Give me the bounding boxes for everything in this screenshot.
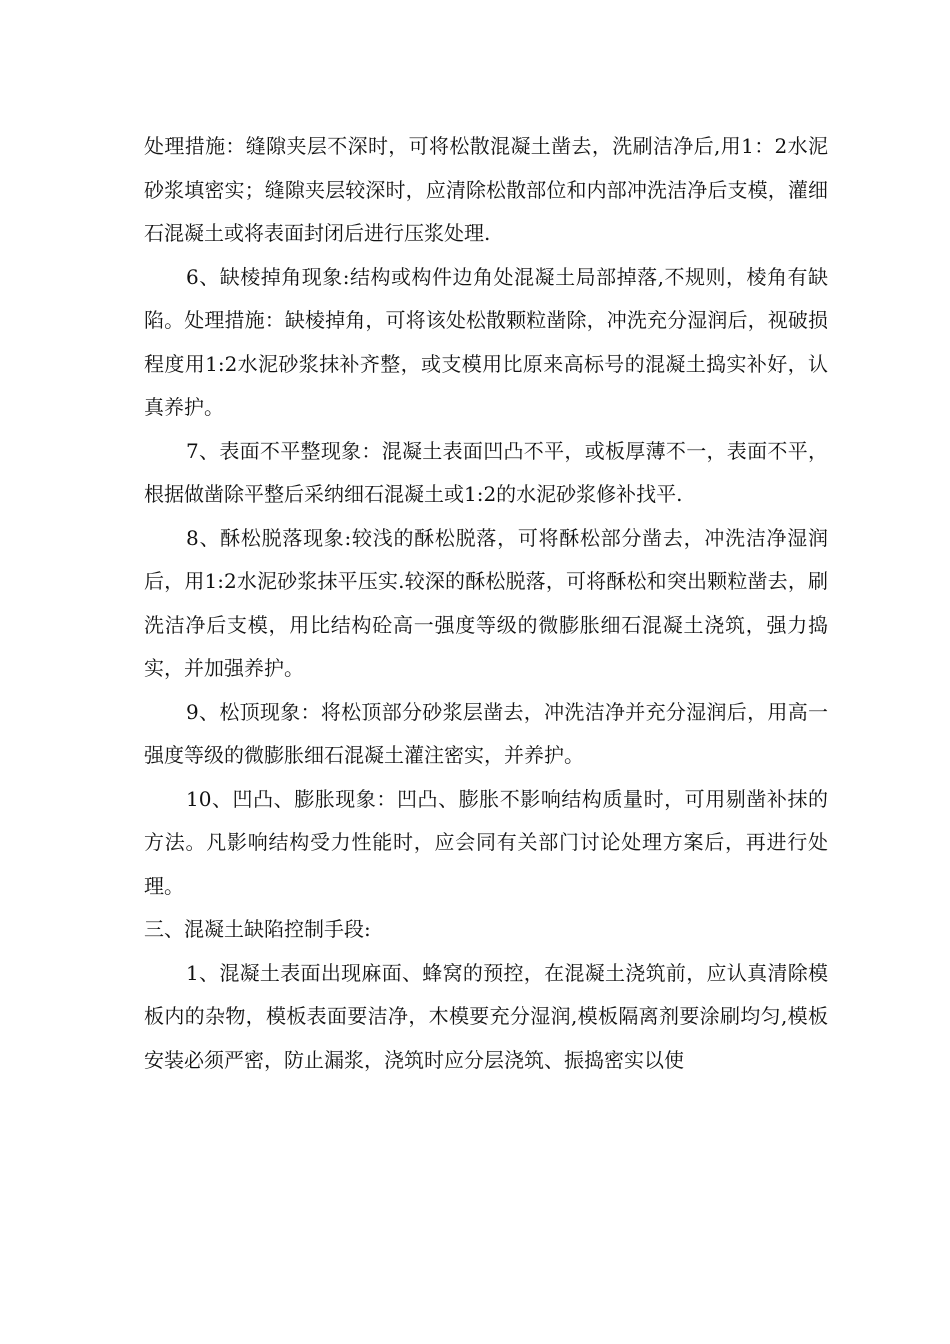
document-body [144, 125, 828, 1082]
paragraph-item-6-missing-edges: 6、缺棱掉角现象:结构或构件边角处混凝土局部掉落,不规则，棱角有缺陷。处理措施：缺棱掉角，可将该处松散颗粒凿除，冲洗充分湿润后，视破损程度用1:2水泥砂浆抹补齐整，或支模用比原来高标号的混凝土捣实补好，认真养护。 [144, 264, 828, 419]
paragraph-treatment-measures: 处理措施：缝隙夹层不深时，可将松散混凝土凿去，洗刷洁净后,用1：2水泥砂浆填密实；缝隙夹层较深时，应清除松散部位和内部冲洗洁净后支模，灌细石混凝土或将表面封闭后进行压浆处理. [144, 134, 828, 245]
paragraph-control-item-1: 1、混凝土表面出现麻面、蜂窝的预控，在混凝土浇筑前，应认真清除模板内的杂物，模板表面要洁净，木模要充分湿润,模板隔离剂要涂刷均匀,模板安装必须严密，防止漏浆，浇筑时应分层浇筑、振捣密实以使 [144, 960, 828, 1072]
paragraph-item-10-bulging: 10、凹凸、膨胀现象：凹凸、膨胀不影响结构质量时，可用剔凿补抹的方法。凡影响结构受力性能时，应会同有关部门讨论处理方案后，再进行处理。 [144, 786, 828, 898]
paragraph-item-8-loose-spalling: 8、酥松脱落现象:较浅的酥松脱落，可将酥松部分凿去，冲洗洁净湿润后，用1:2水泥砂浆抹平压实.较深的酥松脱落，可将酥松和突出颗粒凿去，刷洗洁净后支模，用比结构砼高一强度等级的微膨胀细石混凝土浇筑，强力捣实，并加强养护。 [144, 525, 828, 680]
paragraph-item-9-loose-top: 9、松顶现象：将松顶部分砂浆层凿去，冲洗洁净并充分湿润后，用高一强度等级的微膨胀细石混凝土灌注密实，并养护。 [144, 699, 828, 767]
section-heading-defect-control: 三、混凝土缺陷控制手段: [144, 917, 371, 941]
paragraph-item-7-uneven-surface: 7、表面不平整现象：混凝土表面凹凸不平，或板厚薄不一，表面不平，根据做凿除平整后采纳细石混凝土或1:2的水泥砂浆修补找平. [144, 438, 828, 506]
